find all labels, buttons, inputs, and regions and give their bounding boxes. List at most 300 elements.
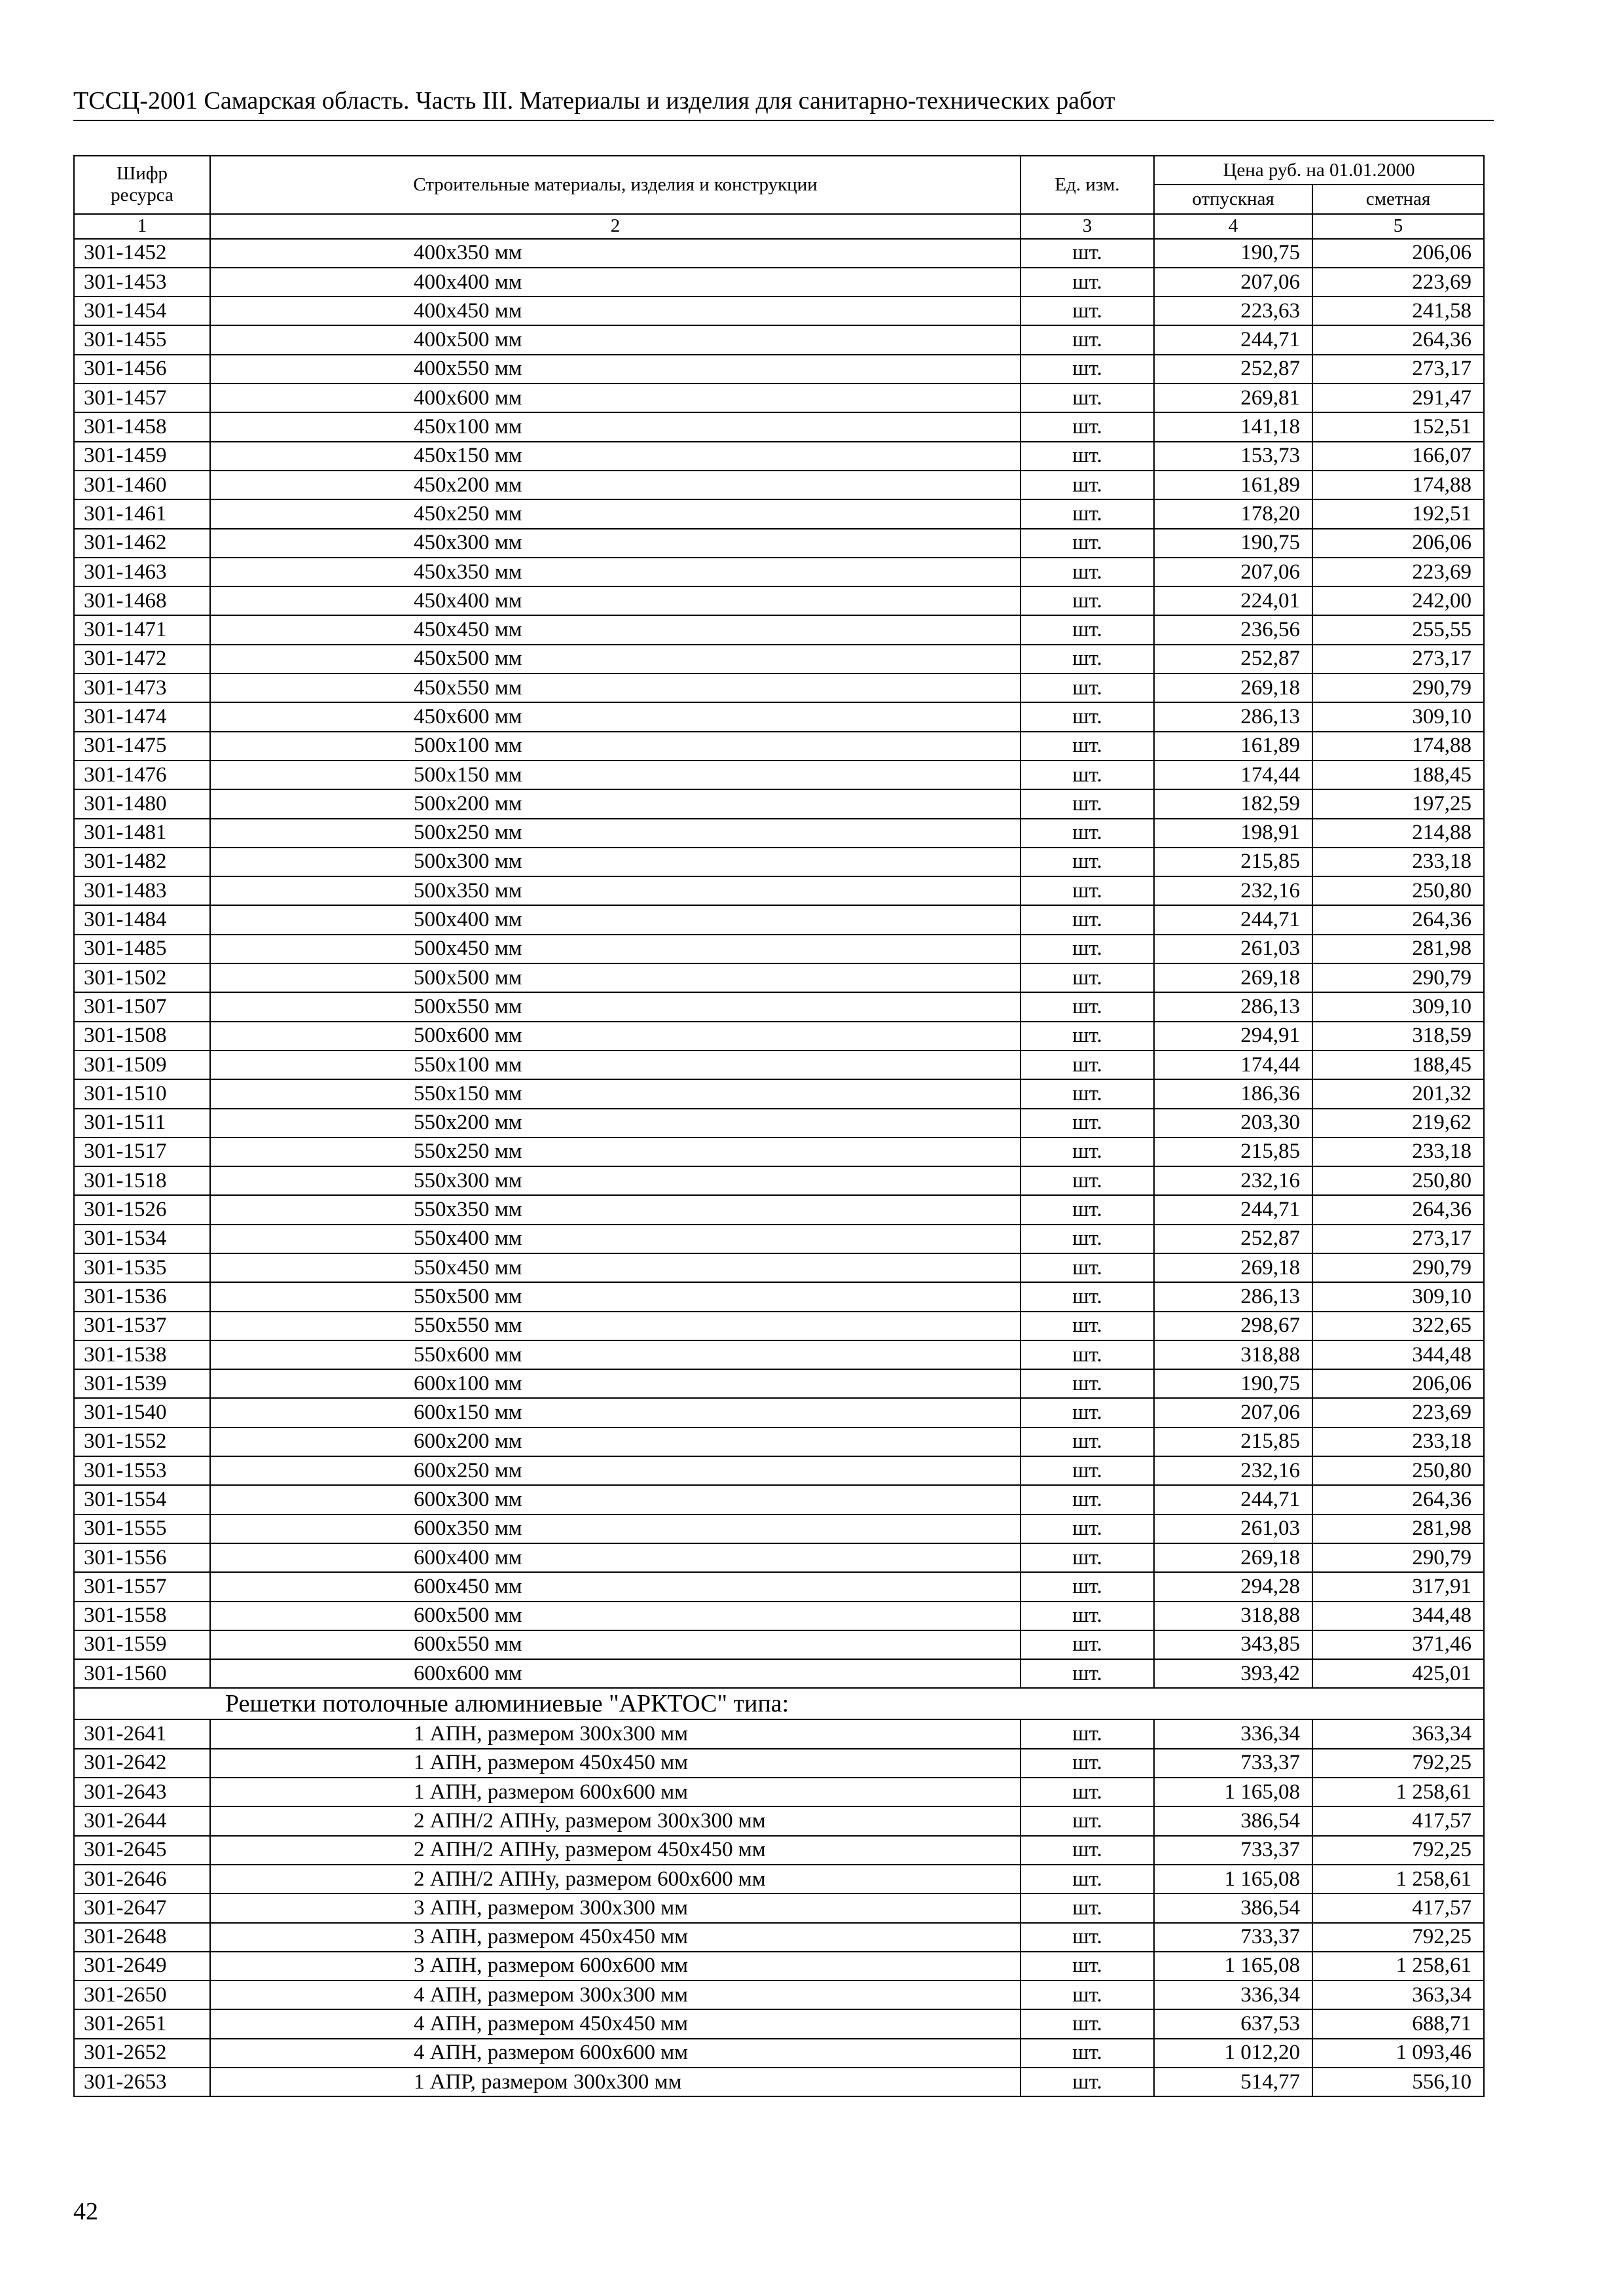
cell-price-release: 244,71: [1154, 905, 1312, 934]
table-row: [74, 905, 1484, 934]
cell-code: 301-1472: [74, 645, 210, 673]
table-row: [74, 876, 1484, 905]
cell-unit: шт.: [1020, 1981, 1154, 2009]
cell-price-release: 236,56: [1154, 615, 1312, 644]
cell-code: 301-1539: [74, 1369, 210, 1398]
cell-name: 600х150 мм: [210, 1398, 1020, 1427]
cell-code: 301-1457: [74, 384, 210, 412]
cell-price-estimate: 188,45: [1312, 1050, 1484, 1079]
cell-name: 500х350 мм: [210, 876, 1020, 905]
table-row: [74, 1253, 1484, 1282]
table-row: [74, 1079, 1484, 1108]
cell-price-release: 733,37: [1154, 1836, 1312, 1865]
cell-price-release: 269,18: [1154, 963, 1312, 992]
cell-code: 301-1483: [74, 876, 210, 905]
cell-unit: шт.: [1020, 1659, 1154, 1688]
cell-name: 600х400 мм: [210, 1543, 1020, 1572]
cell-price-estimate: 201,32: [1312, 1079, 1484, 1108]
cell-price-release: 343,85: [1154, 1630, 1312, 1659]
column-number: 4: [1154, 214, 1312, 239]
cell-unit: шт.: [1020, 2009, 1154, 2038]
cell-code: 301-1463: [74, 558, 210, 586]
cell-unit: шт.: [1020, 732, 1154, 761]
table-row: [74, 1719, 1484, 1748]
cell-unit: шт.: [1020, 586, 1154, 615]
table-row: [74, 268, 1484, 296]
cell-name: 500х300 мм: [210, 848, 1020, 876]
cell-unit: шт.: [1020, 876, 1154, 905]
cell-price-estimate: 281,98: [1312, 1515, 1484, 1543]
cell-price-estimate: 290,79: [1312, 1543, 1484, 1572]
cell-code: 301-1459: [74, 442, 210, 471]
cell-price-release: 336,34: [1154, 1719, 1312, 1748]
cell-price-release: 733,37: [1154, 1749, 1312, 1778]
header-price-release: отпускная: [1154, 185, 1312, 213]
cell-price-estimate: 264,36: [1312, 1195, 1484, 1224]
cell-code: 301-1554: [74, 1485, 210, 1514]
table-row: [74, 819, 1484, 848]
cell-price-estimate: 188,45: [1312, 761, 1484, 789]
table-row: [74, 499, 1484, 528]
cell-name: 550х300 мм: [210, 1166, 1020, 1195]
table-row: [74, 1022, 1484, 1050]
cell-unit: шт.: [1020, 1952, 1154, 1981]
cell-name: 450х450 мм: [210, 615, 1020, 644]
table-row: [74, 673, 1484, 702]
cell-name: 450х600 мм: [210, 702, 1020, 731]
table-row: [74, 1572, 1484, 1601]
cell-price-release: 244,71: [1154, 1485, 1312, 1514]
cell-code: 301-1456: [74, 355, 210, 384]
table-row: [74, 1369, 1484, 1398]
cell-price-release: 286,13: [1154, 992, 1312, 1021]
table-row: [74, 1166, 1484, 1195]
cell-name: 3 АПН, размером 450х450 мм: [210, 1923, 1020, 1952]
cell-unit: шт.: [1020, 1109, 1154, 1138]
cell-price-release: 215,85: [1154, 1138, 1312, 1166]
cell-code: 301-1458: [74, 412, 210, 441]
cell-code: 301-1557: [74, 1572, 210, 1601]
table-row: [74, 1981, 1484, 2009]
cell-price-release: 386,54: [1154, 1893, 1312, 1922]
cell-price-estimate: 417,57: [1312, 1806, 1484, 1835]
cell-price-release: 294,91: [1154, 1022, 1312, 1050]
table-row: [74, 1865, 1484, 1893]
table-body-part1: [74, 239, 1484, 1689]
cell-price-release: 1 165,08: [1154, 1952, 1312, 1981]
cell-unit: шт.: [1020, 1369, 1154, 1398]
cell-price-estimate: 152,51: [1312, 412, 1484, 441]
cell-price-release: 232,16: [1154, 1166, 1312, 1195]
cell-unit: шт.: [1020, 499, 1154, 528]
cell-price-estimate: 344,48: [1312, 1602, 1484, 1630]
cell-code: 301-1460: [74, 471, 210, 499]
cell-name: 3 АПН, размером 300х300 мм: [210, 1893, 1020, 1922]
cell-price-estimate: 1 258,61: [1312, 1778, 1484, 1806]
cell-name: 450х350 мм: [210, 558, 1020, 586]
cell-unit: шт.: [1020, 1312, 1154, 1340]
cell-unit: шт.: [1020, 384, 1154, 412]
cell-price-estimate: 322,65: [1312, 1312, 1484, 1340]
cell-price-estimate: 223,69: [1312, 1398, 1484, 1427]
cell-code: 301-2641: [74, 1719, 210, 1748]
cell-unit: шт.: [1020, 615, 1154, 644]
table-row: [74, 848, 1484, 876]
cell-unit: шт.: [1020, 558, 1154, 586]
cell-price-release: 1 012,20: [1154, 2039, 1312, 2068]
cell-price-estimate: 273,17: [1312, 1225, 1484, 1253]
cell-price-estimate: 309,10: [1312, 1282, 1484, 1311]
header-rule: [73, 120, 1494, 121]
cell-price-estimate: 688,71: [1312, 2009, 1484, 2038]
cell-price-estimate: 250,80: [1312, 1166, 1484, 1195]
cell-name: 4 АПН, размером 600х600 мм: [210, 2039, 1020, 2068]
cell-code: 301-1476: [74, 761, 210, 789]
cell-price-release: 298,67: [1154, 1312, 1312, 1340]
cell-price-estimate: 290,79: [1312, 1253, 1484, 1282]
cell-code: 301-1455: [74, 325, 210, 354]
column-number: 2: [210, 214, 1020, 239]
table-row: [74, 442, 1484, 471]
cell-code: 301-1468: [74, 586, 210, 615]
cell-unit: шт.: [1020, 1456, 1154, 1485]
table-row: [74, 1050, 1484, 1079]
cell-price-release: 336,34: [1154, 1981, 1312, 2009]
table-body-part2: [74, 1719, 1484, 2096]
cell-price-estimate: 264,36: [1312, 1485, 1484, 1514]
cell-name: 2 АПН/2 АПНу, размером 600х600 мм: [210, 1865, 1020, 1893]
cell-unit: шт.: [1020, 1630, 1154, 1659]
cell-name: 600х550 мм: [210, 1630, 1020, 1659]
cell-price-estimate: 242,00: [1312, 586, 1484, 615]
cell-price-release: 232,16: [1154, 1456, 1312, 1485]
cell-price-release: 215,85: [1154, 848, 1312, 876]
table-row: [74, 1398, 1484, 1427]
table-row: [74, 1456, 1484, 1485]
cell-code: 301-1517: [74, 1138, 210, 1166]
cell-price-estimate: 417,57: [1312, 1893, 1484, 1922]
cell-code: 301-1558: [74, 1602, 210, 1630]
cell-unit: шт.: [1020, 1515, 1154, 1543]
cell-code: 301-1511: [74, 1109, 210, 1138]
cell-name: 4 АПН, размером 450х450 мм: [210, 2009, 1020, 2038]
cell-name: 550х450 мм: [210, 1253, 1020, 1282]
table-row: [74, 1778, 1484, 1806]
cell-price-estimate: 206,06: [1312, 239, 1484, 268]
cell-code: 301-2648: [74, 1923, 210, 1952]
cell-price-estimate: 792,25: [1312, 1923, 1484, 1952]
table-row: [74, 325, 1484, 354]
table-row: [74, 1893, 1484, 1922]
cell-name: 550х350 мм: [210, 1195, 1020, 1224]
cell-unit: шт.: [1020, 1079, 1154, 1108]
cell-unit: шт.: [1020, 761, 1154, 789]
cell-price-estimate: 273,17: [1312, 355, 1484, 384]
cell-unit: шт.: [1020, 1719, 1154, 1748]
cell-name: 550х200 мм: [210, 1109, 1020, 1138]
cell-price-estimate: 1 093,46: [1312, 2039, 1484, 2068]
cell-price-estimate: 318,59: [1312, 1022, 1484, 1050]
cell-price-release: 223,63: [1154, 296, 1312, 325]
cell-price-release: 386,54: [1154, 1806, 1312, 1835]
cell-code: 301-1502: [74, 963, 210, 992]
cell-unit: шт.: [1020, 963, 1154, 992]
cell-price-release: 286,13: [1154, 702, 1312, 731]
cell-price-estimate: 363,34: [1312, 1981, 1484, 2009]
cell-price-release: 174,44: [1154, 761, 1312, 789]
cell-unit: шт.: [1020, 1398, 1154, 1427]
cell-name: 400х600 мм: [210, 384, 1020, 412]
cell-unit: шт.: [1020, 1749, 1154, 1778]
cell-code: 301-1481: [74, 819, 210, 848]
table-row: [74, 1312, 1484, 1340]
cell-price-estimate: 233,18: [1312, 1138, 1484, 1166]
table-row: [74, 645, 1484, 673]
cell-unit: шт.: [1020, 935, 1154, 963]
cell-code: 301-2644: [74, 1806, 210, 1835]
cell-code: 301-1509: [74, 1050, 210, 1079]
cell-code: 301-1555: [74, 1515, 210, 1543]
cell-code: 301-1518: [74, 1166, 210, 1195]
table-row: [74, 1659, 1484, 1688]
cell-price-release: 182,59: [1154, 789, 1312, 818]
cell-code: 301-1510: [74, 1079, 210, 1108]
cell-price-release: 207,06: [1154, 268, 1312, 296]
cell-price-estimate: 371,46: [1312, 1630, 1484, 1659]
cell-code: 301-2649: [74, 1952, 210, 1981]
column-number: 5: [1312, 214, 1484, 239]
cell-unit: шт.: [1020, 1427, 1154, 1456]
cell-code: 301-2652: [74, 2039, 210, 2068]
table-row: [74, 471, 1484, 499]
cell-unit: шт.: [1020, 1195, 1154, 1224]
cell-price-release: 215,85: [1154, 1427, 1312, 1456]
cell-price-estimate: 250,80: [1312, 876, 1484, 905]
cell-unit: шт.: [1020, 296, 1154, 325]
cell-name: 450х150 мм: [210, 442, 1020, 471]
cell-code: 301-1553: [74, 1456, 210, 1485]
cell-name: 2 АПН/2 АПНу, размером 450х450 мм: [210, 1836, 1020, 1865]
cell-unit: шт.: [1020, 905, 1154, 934]
cell-code: 301-1452: [74, 239, 210, 268]
price-table: [73, 155, 1485, 2097]
table-row: [74, 1225, 1484, 1253]
cell-unit: шт.: [1020, 1572, 1154, 1601]
cell-unit: шт.: [1020, 1166, 1154, 1195]
header-code: Шифр ресурса: [74, 156, 210, 214]
cell-unit: шт.: [1020, 673, 1154, 702]
cell-name: 500х500 мм: [210, 963, 1020, 992]
cell-unit: шт.: [1020, 1340, 1154, 1369]
cell-price-release: 153,73: [1154, 442, 1312, 471]
header-unit: Ед. изм.: [1020, 156, 1154, 214]
cell-price-estimate: 223,69: [1312, 268, 1484, 296]
cell-name: 400х500 мм: [210, 325, 1020, 354]
cell-unit: шт.: [1020, 645, 1154, 673]
cell-code: 301-2653: [74, 2068, 210, 2096]
table-row: [74, 761, 1484, 789]
cell-price-estimate: 223,69: [1312, 558, 1484, 586]
cell-name: 400х450 мм: [210, 296, 1020, 325]
cell-name: 400х350 мм: [210, 239, 1020, 268]
cell-price-estimate: 233,18: [1312, 848, 1484, 876]
table-row: [74, 789, 1484, 818]
cell-name: 600х100 мм: [210, 1369, 1020, 1398]
column-number: 3: [1020, 214, 1154, 239]
cell-price-estimate: 792,25: [1312, 1836, 1484, 1865]
table-row: [74, 1923, 1484, 1952]
cell-code: 301-1453: [74, 268, 210, 296]
table-row: [74, 1515, 1484, 1543]
cell-name: 550х400 мм: [210, 1225, 1020, 1253]
cell-unit: шт.: [1020, 702, 1154, 731]
cell-unit: шт.: [1020, 789, 1154, 818]
page-number: 42: [73, 2198, 98, 2225]
cell-name: 600х600 мм: [210, 1659, 1020, 1688]
cell-price-estimate: 219,62: [1312, 1109, 1484, 1138]
cell-price-estimate: 363,34: [1312, 1719, 1484, 1748]
cell-unit: шт.: [1020, 2068, 1154, 2096]
cell-price-release: 178,20: [1154, 499, 1312, 528]
cell-price-estimate: 317,91: [1312, 1572, 1484, 1601]
cell-name: 500х250 мм: [210, 819, 1020, 848]
cell-code: 301-2646: [74, 1865, 210, 1893]
cell-code: 301-1508: [74, 1022, 210, 1050]
cell-price-release: 261,03: [1154, 1515, 1312, 1543]
header-name: Строительные материалы, изделия и конструкции: [210, 156, 1020, 214]
table-row: [74, 296, 1484, 325]
cell-price-release: 286,13: [1154, 1282, 1312, 1311]
cell-code: 301-2650: [74, 1981, 210, 2009]
cell-code: 301-1556: [74, 1543, 210, 1572]
cell-code: 301-1482: [74, 848, 210, 876]
cell-price-estimate: 264,36: [1312, 905, 1484, 934]
section-title: Решетки потолочные алюминиевые "АРКТОС" типа:: [74, 1688, 1484, 1719]
cell-price-release: 261,03: [1154, 935, 1312, 963]
cell-price-estimate: 281,98: [1312, 935, 1484, 963]
cell-code: 301-1537: [74, 1312, 210, 1340]
cell-price-estimate: 206,06: [1312, 1369, 1484, 1398]
cell-unit: шт.: [1020, 1485, 1154, 1514]
cell-name: 450х400 мм: [210, 586, 1020, 615]
cell-name: 600х350 мм: [210, 1515, 1020, 1543]
cell-price-release: 224,01: [1154, 586, 1312, 615]
cell-unit: шт.: [1020, 992, 1154, 1021]
cell-name: 550х250 мм: [210, 1138, 1020, 1166]
cell-price-release: 252,87: [1154, 355, 1312, 384]
cell-name: 1 АПН, размером 600х600 мм: [210, 1778, 1020, 1806]
table-row: [74, 1109, 1484, 1138]
cell-name: 450х300 мм: [210, 529, 1020, 558]
cell-unit: шт.: [1020, 1865, 1154, 1893]
cell-name: 600х200 мм: [210, 1427, 1020, 1456]
cell-price-release: 244,71: [1154, 325, 1312, 354]
cell-name: 500х150 мм: [210, 761, 1020, 789]
table-row: [74, 355, 1484, 384]
cell-name: 2 АПН/2 АПНу, размером 300х300 мм: [210, 1806, 1020, 1835]
table-row: [74, 1952, 1484, 1981]
cell-price-release: 1 165,08: [1154, 1778, 1312, 1806]
cell-code: 301-1560: [74, 1659, 210, 1688]
cell-name: 550х100 мм: [210, 1050, 1020, 1079]
cell-price-estimate: 197,25: [1312, 789, 1484, 818]
table-row: [74, 1195, 1484, 1224]
table-row: [74, 1282, 1484, 1311]
cell-unit: шт.: [1020, 239, 1154, 268]
cell-price-release: 174,44: [1154, 1050, 1312, 1079]
table-row: [74, 1630, 1484, 1659]
cell-unit: шт.: [1020, 325, 1154, 354]
cell-code: 301-1540: [74, 1398, 210, 1427]
cell-name: 600х250 мм: [210, 1456, 1020, 1485]
table-row: [74, 702, 1484, 731]
cell-name: 450х200 мм: [210, 471, 1020, 499]
cell-unit: шт.: [1020, 1253, 1154, 1282]
cell-price-release: 637,53: [1154, 2009, 1312, 2038]
cell-name: 500х200 мм: [210, 789, 1020, 818]
cell-name: 1 АПН, размером 300х300 мм: [210, 1719, 1020, 1748]
cell-code: 301-2642: [74, 1749, 210, 1778]
cell-price-release: 207,06: [1154, 558, 1312, 586]
cell-price-estimate: 290,79: [1312, 673, 1484, 702]
cell-price-release: 190,75: [1154, 529, 1312, 558]
cell-price-release: 190,75: [1154, 239, 1312, 268]
header-price-group: Цена руб. на 01.01.2000: [1154, 156, 1484, 185]
cell-price-release: 207,06: [1154, 1398, 1312, 1427]
cell-code: 301-1475: [74, 732, 210, 761]
table-row: [74, 529, 1484, 558]
cell-unit: шт.: [1020, 268, 1154, 296]
cell-unit: шт.: [1020, 1836, 1154, 1865]
cell-price-estimate: 1 258,61: [1312, 1952, 1484, 1981]
cell-price-release: 190,75: [1154, 1369, 1312, 1398]
cell-code: 301-1480: [74, 789, 210, 818]
cell-unit: шт.: [1020, 1602, 1154, 1630]
cell-price-release: 161,89: [1154, 471, 1312, 499]
cell-price-estimate: 264,36: [1312, 325, 1484, 354]
cell-price-estimate: 174,88: [1312, 471, 1484, 499]
cell-name: 400х400 мм: [210, 268, 1020, 296]
table-row: [74, 1543, 1484, 1572]
cell-price-release: 269,18: [1154, 1543, 1312, 1572]
cell-unit: шт.: [1020, 1923, 1154, 1952]
cell-unit: шт.: [1020, 2039, 1154, 2068]
cell-price-release: 269,18: [1154, 1253, 1312, 1282]
cell-price-estimate: 291,47: [1312, 384, 1484, 412]
table-section: [74, 1688, 1484, 1719]
cell-code: 301-1485: [74, 935, 210, 963]
cell-code: 301-1461: [74, 499, 210, 528]
cell-price-estimate: 250,80: [1312, 1456, 1484, 1485]
table-row: [74, 1806, 1484, 1835]
table-row: [74, 1602, 1484, 1630]
cell-name: 3 АПН, размером 600х600 мм: [210, 1952, 1020, 1981]
cell-name: 550х150 мм: [210, 1079, 1020, 1108]
cell-name: 450х250 мм: [210, 499, 1020, 528]
cell-code: 301-1471: [74, 615, 210, 644]
cell-code: 301-2647: [74, 1893, 210, 1922]
cell-unit: шт.: [1020, 355, 1154, 384]
cell-price-release: 514,77: [1154, 2068, 1312, 2096]
page-header-title: ТССЦ-2001 Самарская область. Часть III. Материалы и изделия для санитарно-технических работ: [73, 87, 1115, 115]
cell-name: 600х300 мм: [210, 1485, 1020, 1514]
column-number: 1: [74, 214, 210, 239]
cell-unit: шт.: [1020, 1806, 1154, 1835]
cell-price-release: 252,87: [1154, 645, 1312, 673]
cell-price-estimate: 425,01: [1312, 1659, 1484, 1688]
cell-name: 550х600 мм: [210, 1340, 1020, 1369]
cell-price-release: 733,37: [1154, 1923, 1312, 1952]
